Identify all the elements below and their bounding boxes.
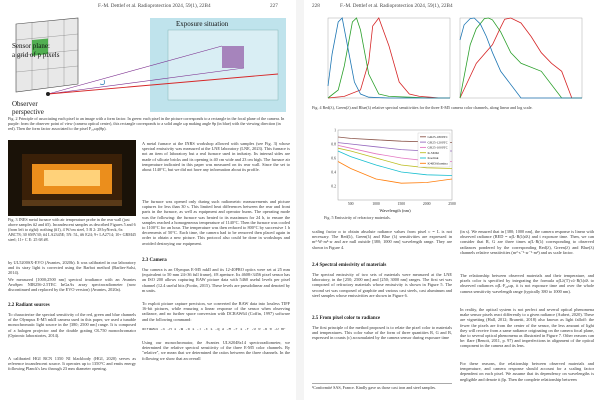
x-tick-label: 2000 [422, 202, 431, 206]
legend-label: K.SMKl [427, 150, 440, 155]
running-header: F.-M. Dettlef et al. Radioprotection 2024, 59(1), 22B4 [340, 3, 453, 9]
y-tick-label: 0.2 [331, 184, 336, 189]
legend-label: Kaolink [427, 156, 439, 161]
paragraph: The first principle of the method proposed is to relate the pixel color to materials and temperatures. This color value of the form of three quantities R, G and B, expressed in counts (c) accumulated by the camera sensor during exposure time [312, 325, 452, 341]
y-tick-label: 0.6 [331, 156, 336, 161]
x-tick-label: 500 [347, 202, 354, 206]
label-pixel-grid: a grid of p pixels [12, 51, 60, 59]
paragraph: scaling factor α to obtain absolute radiance values from pixel c = L is not necessary. The Red(λ), Green(λ) and Blue (λ) sensitivities are expressed in m²·W·m²·sr and are null outside [380; 1000 nm] wavelength range. They are shown in Figure 4. [312, 229, 452, 250]
y-tick-label: 0.8 [331, 142, 336, 147]
figure-3-caption: Fig. 3 INES metal furnace with air temperature probe in the rear wall (just above samples #2 and #5). Incandescent samples as described Figures 5 and 6 (from left to right): nothing (#1), 4 W/cm steel, 5 B 2: 28 byNreck, 6x ABC78; 30 SMV30; #4 LA2345E; 5N: 5L, #6 E24; 9+ LA2714; 10+ GRM45 steel; 11+ C E: 25 68 #8. [8, 218, 136, 242]
section-heading: 2.4 Spectral emissivity of materials [312, 263, 387, 268]
y-tick-label: 1 [334, 128, 336, 133]
paragraph: The furnace was opened only during such radiometric measurements and picture captures for less than 30 s. This limited heat differences between the rear and front parts in the furnace, as well as equipment and operator burns. The operating mode was the following: the furnace was heated to its maximum for 24 h, to ensure the samples reached a homogeneous temperature of 1140°C. Then the furnace was cooled to 1100°C for an hour. The temperature was then reduced to 800°C by successive 1 h decrements of 50°C. Each time, the camera had to be removed then placed again in order to obtain a new picture. This protocol also could be done in workshops and avoided destroying our equipment. [142, 199, 290, 246]
observer-point [46, 92, 50, 96]
left-page [0, 0, 296, 400]
figure-4-caption: Fig. 4 Red(λ), Green(λ) and Blue(λ) relative spectral sensitivities for the three E-M5 camera color channels, along linear and log scale. [312, 106, 533, 110]
label-observer: Observer [12, 100, 38, 108]
x-tick-label: 1500 [397, 202, 406, 206]
x-tick-label: 2500 [448, 202, 456, 206]
figure-3-furnace-photo [8, 140, 136, 216]
right-page [304, 0, 600, 400]
incandescent-samples [44, 170, 100, 186]
paragraph: A metal furnace at the INRS workshop allowed with samples (see Fig. 3) whose spectral emissivity was measured at the LNE laboratory (LNE, 2023). This furnace is not an item of laboratory but a real furnace used in industry. Its internal sides are made of silicate bricks and its opening is 40 cm wide and 23 cm high. The furnace air temperature indicated in this paper was measured on its rear wall. Since the set to about 1140°C, but we did not have any information about its profile. [142, 141, 290, 173]
paragraph: To exploit picture capture precision, we converted the RAW data into lossless TIFF 16-bit pictures, while ensuring a linear response of the sensor when observing radiance, and no further space conversion with DCRAW64 (Coffin, 1997) software and the following command: [142, 301, 290, 322]
paragraph: We measured [1000;2500 nm] spectral irradiance with an Avantes AvaSpec NIR256-2.5TEC InGaAs array spectroradiometer (now discontinued and replaced by the EVO version) (Avantes, 2020a). [8, 277, 136, 293]
legend-label: GR25-1200TC [427, 140, 448, 145]
label-exposure: Exposure situation [176, 20, 229, 28]
paragraph: A calibrated HGI RCN 1350 NI blackbody (HGI, 2020) serves as reference incandescent source. It operates up to 1350°C and emits energy following Planck's law through 23 mm diameter opening. [8, 356, 136, 372]
section-heading: 2.5 From pixel color to radiance [312, 316, 381, 321]
command-line: dcraw64 -4 -H 1 -W -o 1 -T -t 1 -q 3 -M -r 1 -f -O 0 -b 0 -D RF [142, 328, 286, 332]
figure-2-principle-diagram [8, 14, 288, 116]
figure-2-caption: Fig. 2 Principle of associating each pixel to an image with a form factor. In green: each pixel in the picture corresponds to a rectangle in the focal plane of the camera. In purple: from the observer point of view (camera optical center), this rectangle corresponds to a solid angle ωp making angle θp (in blue) with the viewing direction (in red). Then the form factor associated to the pixel F₂₃ωp(θp). [8, 117, 285, 131]
x-axis-label: Wavelength (nm) [379, 208, 411, 213]
paragraph: In reality, the optical system is not perfect and several optical phenomena make sensor pixels react differently to a given radiance (Aubert, 2020). These are vignetting (Hall, 2012; Brunetti, 2018) also known as light falloff: the fewer the pixels are from the center of the sensor, the less amount of light they will receive from a same radiance originating on the camera focal plane, due to several optical phenomena as illustrated in Figure 7. Other reasons can be: flare (Benoit, 2011, p. 97) and imperfections in alignment of the optical component in the camera and its lens. [460, 307, 594, 349]
paragraph: To characterize the spectral sensitivity of the red, green and blue channels of the Olympus E-M5 mkII camera used in this paper, we used a tunable monochromatic light source in the [380; 2500 nm] range. It is composed of a halogen projector and the double grating OL750 monochromator (Optronic laboratories, 2014). [8, 312, 136, 338]
paragraph: Our camera is an Olympus E-M5 mkII and its 12-40PRO optics were set at 25 mm (equivalent to 50 mm 24×36 full frame), f/8 aperture. Its 4608×3456 pixel sensor has an ISO 200 allows capturing RAW picture data with 5460 useful levels per pixel channel (12.4 useful bits (Fortin, 2015). These levels are pseudolinear and denoted by m units. [142, 267, 290, 293]
projected-pixel [222, 46, 244, 68]
page-gutter [296, 0, 304, 400]
page-number: 227 [270, 3, 278, 9]
paragraph: For these reasons, the relationship between observed materials and temperature, and camera response should account for a scaling factor dependent on each pixel. We assume that its dependency on wavelengths is negligible and denote it βp. Then the complete relationship between [460, 361, 594, 382]
running-header: F.-M. Dettlef et al. Radioprotection 2024, 59(1), 22B4 [98, 3, 211, 9]
figure-4-sensitivity-chart [324, 14, 586, 104]
figure-5-caption: Fig. 5 Emissivity of refractory materials. [324, 216, 391, 220]
section-heading: 2.3 Camera [142, 258, 167, 263]
footnote: ¹Conformité SAS, France. Kindly gave us those cast iron and steel samples. [312, 383, 452, 398]
paragraph: Using our monochromator, the Avantes ULS2048x14 spectroradiometer, we determined the relative spectral sensitivity of the three E-M5 color channels. By "relative", we mean that we determined the ratios between the three channels. In the following we show that an overall [142, 340, 290, 361]
figure-5-emissivity-chart [324, 126, 456, 214]
paragraph: The relationship between observed materials and their temperature, and pixels color is specified by integrating the formula α∫Lλ(T)·ελ·R(λ)dλ to observed radiances α∫L·F₂₃ωp, it is not exposure time and over the whole camera sensitivity wavelength range (typically 380 to 1000 nm). [460, 273, 594, 294]
page-number: 228 [312, 3, 320, 9]
legend-label: K46DAlumina [427, 161, 448, 166]
y-tick-label: 0.4 [331, 170, 336, 175]
paragraph: (in s). We ensured that in [380; 1000 nm], the camera response is linear with observed radiance (RED = α∫L·R(λ)dλ) and t exposure time. Then, we can consider that R, G are three times α∫L·R(λ) corresponding to observed radiances pondered by the corresponding Red(λ), Green(λ) and Blue(λ) channels relative sensitivities (m²·s⁻¹·sr⁻¹·m²) and αs scale factor. [460, 229, 594, 255]
legend-label: GR25-1000TC [427, 145, 448, 150]
label-perspective: perspective [12, 108, 44, 116]
x-tick-label: 1000 [372, 202, 380, 206]
paragraph: The spectral emissivity of two sets of materials were measured at the LNE laboratory, in the [250; 2500 nm] and [250; 3000 nm] ranges. The first set was composed of refractory materials whose emissivity is shown in Figure 5. The second set was composed of graphite and various cast steels, cast aluminum and steel samples whose emissivities are shown in Figure 6. [312, 272, 452, 298]
paragraph: by UL5200SX-EVO (Avantes, 2020b). It was calibrated in our laboratory and its stray light is corrected using the Barbot method (Barlier-Salsi, 2014). [8, 260, 136, 276]
legend-label: GR25-1800TC [427, 135, 448, 139]
section-heading: 2.2 Radiant sources [8, 303, 50, 308]
label-sensor-plane: Sensor plane: [12, 42, 50, 50]
